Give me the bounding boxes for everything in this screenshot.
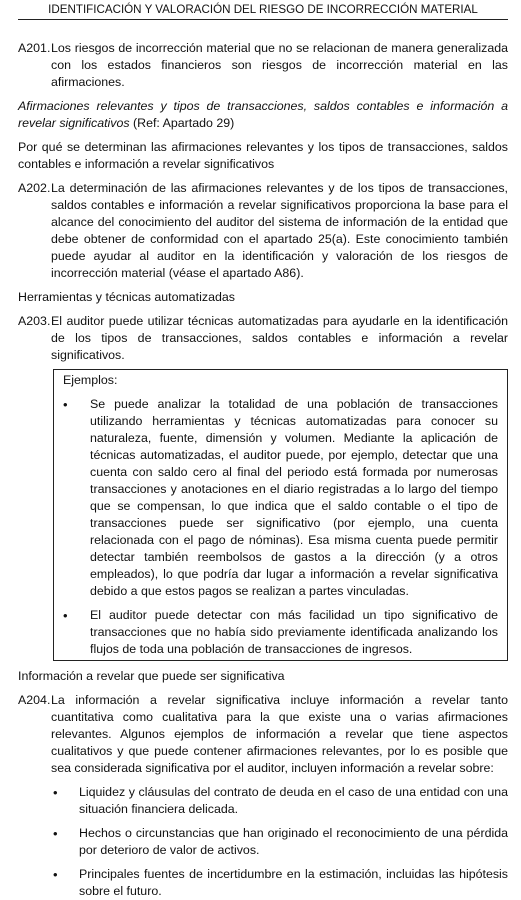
paragraph-number: A201. — [18, 41, 51, 55]
list-item-text: Liquidez y cláusulas del contrato de deuda en el caso de una entidad con una situación financiera delicada. — [79, 785, 508, 816]
paragraph-text: La información a revelar significativa incluye información a revelar tanto cuantitativa como cualitativa para la que existe una o varias afirmaciones relevantes. Algunos ejemplos de información a revelar que tiene aspectos cualitativos y que puede contener afirmaciones relevantes, por lo es posible que sea considerada significativa por el auditor, incluyen información a revelar sobre: — [51, 693, 508, 775]
subheading-automated-tools: Herramientas y técnicas automatizadas — [18, 290, 235, 304]
subheading-significant-disclosures: Información a revelar que puede ser significativa — [18, 669, 285, 683]
list-item-text: Hechos o circunstancias que han originado el reconocimiento de una pérdida por deterioro de valor de activos. — [79, 826, 508, 857]
paragraph-a202 — [18, 180, 508, 282]
section-heading-relevant-assertions — [18, 98, 508, 132]
paragraph-number: A203. — [18, 314, 51, 328]
list-item — [53, 866, 508, 900]
heading-reference: (Ref: Apartado 29) — [129, 116, 235, 130]
subheading-why: Por qué se determinan las afirmaciones relevantes y los tipos de transacciones, saldos contables e información a revelar significativos — [18, 140, 508, 171]
example-item — [63, 396, 498, 600]
bullet-icon: • — [53, 867, 58, 882]
header-rule — [18, 19, 508, 20]
paragraph-text: El auditor puede utilizar técnicas automatizadas para ayudarle en la identificación de los tipos de transacciones, saldos contables e información a revelar significativos. — [51, 314, 508, 362]
examples-box — [53, 369, 508, 661]
paragraph-a203 — [18, 313, 508, 364]
paragraph-text: La determinación de las afirmaciones relevantes y de los tipos de transacciones, saldos contables e información a revelar significativos proporciona la base para el alcance del conocimiento del auditor del sistema de información de la entidad que debe obtener de conformidad con el apartado 25(a). Este conocimiento también puede ayudar al auditor en la identificación y valoración de los riesgos de incorrección material (véase el apartado A86). — [51, 181, 508, 280]
bullet-icon: • — [63, 608, 68, 623]
list-item — [53, 825, 508, 859]
bullet-icon: • — [53, 785, 58, 800]
example-item — [63, 607, 498, 658]
paragraph-number: A204. — [18, 693, 51, 707]
disclosure-list — [18, 784, 508, 900]
paragraph-number: A202. — [18, 181, 51, 195]
examples-title: Ejemplos: — [63, 373, 118, 387]
running-header: IDENTIFICACIÓN Y VALORACIÓN DEL RIESGO DE INCORRECCIÓN MATERIAL — [48, 3, 478, 16]
heading-italic-text: Afirmaciones relevantes y tipos de transacciones, saldos contables e información a revelar significativos — [18, 99, 508, 130]
list-item — [53, 784, 508, 818]
bullet-icon: • — [63, 397, 68, 412]
paragraph-text: Los riesgos de incorrección material que no se relacionan de manera generalizada con los estados financieros son riesgos de incorrección material en las afirmaciones. — [51, 41, 508, 89]
example-item-text: El auditor puede detectar con más facilidad un tipo significativo de transacciones que no había sido previamente identificada analizando los flujos de toda una población de transacciones de ingresos. — [90, 608, 498, 656]
list-item-text: Principales fuentes de incertidumbre en la estimación, incluidas las hipótesis sobre el futuro. — [79, 867, 508, 898]
paragraph-a201 — [18, 40, 508, 91]
bullet-icon: • — [53, 826, 58, 841]
example-item-text: Se puede analizar la totalidad de una población de transacciones utilizando herramientas y técnicas automatizadas para conocer su naturaleza, fuente, dimensión y volumen. Mediante la aplicación de técnicas automatizadas, el auditor puede, por ejemplo, detectar que una cuenta con saldo cero al final del periodo está formada por numerosas transacciones y anotaciones en el diario registradas a lo largo del tiempo que se compensan, lo que indica que el saldo contable o el tipo de transacciones puede ser significativo (por ejemplo, una cuenta relacionada con el pago de nóminas). Esa misma cuenta puede permitir detectar también reembolsos de gastos a la dirección (y a otros empleados), lo que podría dar lugar a información a revelar significativa debido a que estos pagos se realizan a partes vinculadas. — [90, 397, 498, 598]
paragraph-a204 — [18, 692, 508, 777]
